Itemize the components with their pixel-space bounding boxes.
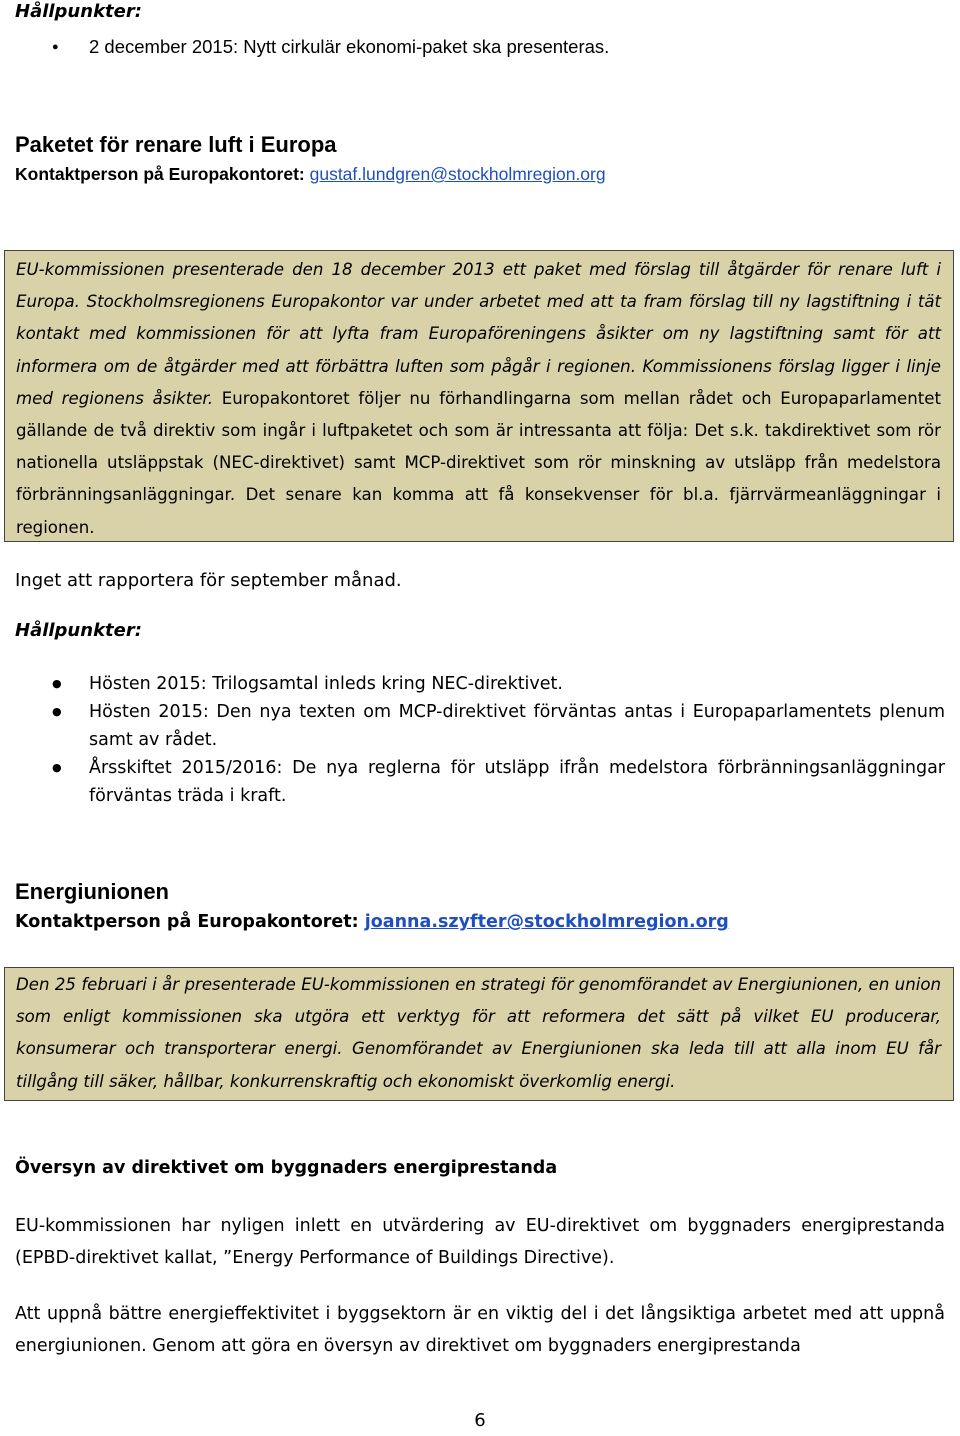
hallpunkter-heading: Hållpunkter:: [15, 1, 142, 22]
body-paragraph: EU-kommissionen har nyligen inlett en utvärdering av EU-direktivet om byggnaders energiprestanda (EPBD-direktivet kallat, ”Energy Performance of Buildings Directive).: [15, 1216, 945, 1268]
summary-italic-text: Den 25 februari i år presenterade EU-kommissionen en strategi för genomförandet av Energiunionen, en union som enligt kommissionen ska utgöra ett verktyg för att reformera det sätt på vilket EU producerar, konsumerar och transporterar energi. Genomförandet av Energiunionen ska leda till att alla inom EU får tillgång till säker, hållbar, konkurrenskraftig och ekonomiskt överkomlig energi.: [16, 975, 941, 1091]
summary-normal-text: Europakontoret följer nu förhandlingarna som mellan rådet och Europaparlamentet gällande de två direktiv som ingår i luftpaketet och som är intressanta att följa: Det s.k. takdirektivet som rör nationella utsläppstak (NEC-direktivet) samt MCP-direktivet som rör minskning av utsläpp från medelstora förbränningsanläggningar. Det senare kan komma att få konsekvenser för bl.a. fjärrvärmeanläggningar i regionen.: [16, 388, 941, 537]
contact-label: Kontaktperson på Europakontoret:: [15, 912, 365, 932]
contact-line: [15, 164, 606, 185]
summary-box: [4, 967, 954, 1101]
status-text: Inget att rapportera för september månad.: [15, 570, 402, 591]
page-number: 6: [474, 1410, 486, 1431]
hallpunkter-list: [15, 33, 945, 61]
contact-email-link[interactable]: joanna.szyfter@stockholmregion.org: [364, 912, 729, 932]
hallpunkter-list: [15, 670, 945, 810]
contact-label: Kontaktperson på Europakontoret:: [15, 164, 310, 184]
section-title: Paketet för renare luft i Europa: [15, 132, 337, 157]
contact-line: [15, 912, 729, 932]
section-title: Energiunionen: [15, 879, 169, 904]
list-item: ● Hösten 2015: Den nya texten om MCP-direktivet förväntas antas i Europaparlamentets plenum samt av rådet.: [15, 698, 945, 754]
list-item: ● 2 december 2015: Nytt cirkulär ekonomi-paket ska presenteras.: [15, 33, 945, 61]
section-title: Översyn av direktivet om byggnaders energiprestanda: [15, 1158, 558, 1178]
summary-box: [4, 250, 954, 542]
hallpunkter-heading: Hållpunkter:: [15, 620, 142, 641]
body-paragraph: Att uppnå bättre energieffektivitet i byggsektorn är en viktig del i det långsiktiga arbetet med att uppnå energiunionen. Genom att göra en översyn av direktivet om byggnaders energiprestanda: [15, 1304, 945, 1356]
list-item: ● Hösten 2015: Trilogsamtal inleds kring NEC-direktivet.: [15, 670, 945, 698]
contact-email-link[interactable]: gustaf.lundgren@stockholmregion.org: [309, 164, 606, 184]
summary-italic-text: EU-kommissionen presenterade den 18 december 2013 ett paket med förslag till åtgärder för renare luft i Europa. Stockholmsregionens Europakontor var under arbetet med att ta fram förslag till ny lagstiftning i tät kontakt med kommissionen för att lyfta fram Europaföreningens åsikter om ny lagstiftning samt för att informera om de åtgärder med att förbättra luften som pågår i regionen. Kommissionens förslag ligger i linje med regionens åsikter.: [16, 260, 941, 408]
list-item: ● Årsskiftet 2015/2016: De nya reglerna för utsläpp ifrån medelstora förbränningsanläggningar förväntas träda i kraft.: [15, 754, 945, 810]
